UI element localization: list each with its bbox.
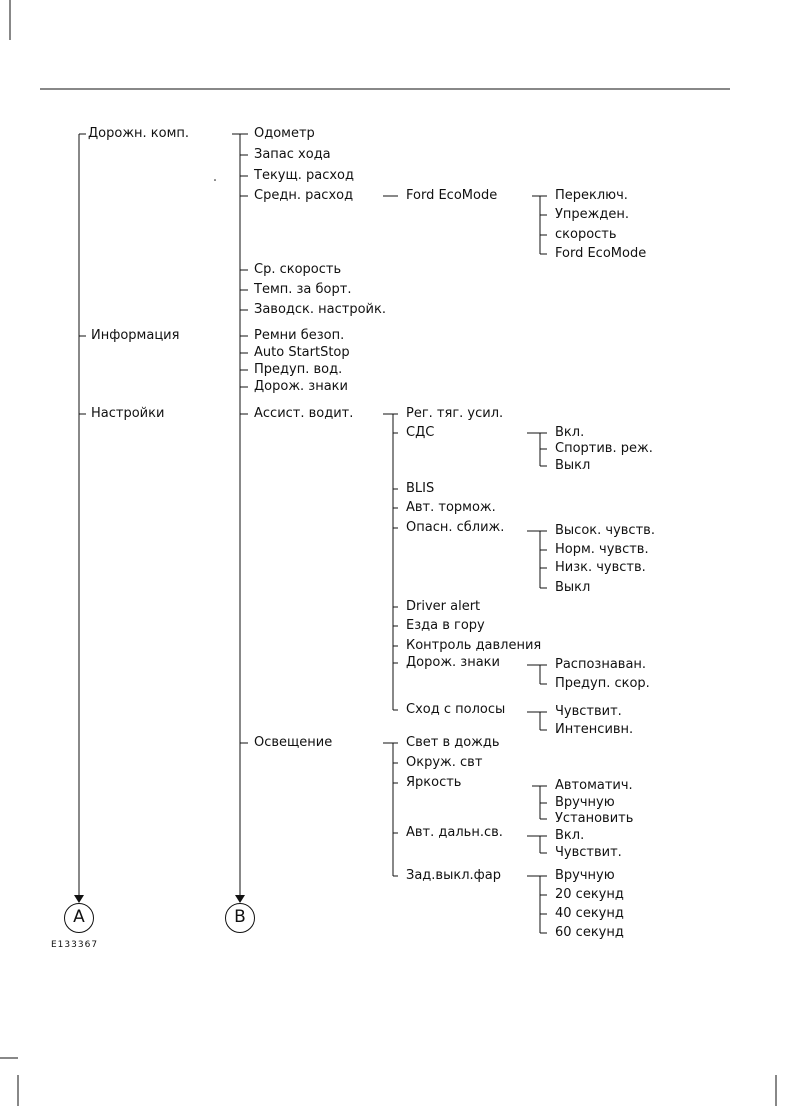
figure-id: E133367: [51, 940, 99, 950]
assist-collision-warning: Опасн. сближ.: [406, 520, 505, 535]
assist-road-signs: Дорож. знаки: [406, 655, 500, 670]
item-ford-ecomode: Ford EcoMode: [406, 188, 498, 203]
item-seat-belts: Ремни безоп.: [254, 328, 345, 343]
item-average-consumption: Средн. расход: [254, 188, 354, 203]
item-range: Запас хода: [254, 147, 331, 162]
assist-blis: BLIS: [406, 481, 435, 496]
assist-esp: СДС: [406, 425, 435, 440]
lighting-ambient: Окруж. свт: [406, 755, 483, 770]
item-factory-settings: Заводск. настройк.: [254, 302, 386, 317]
assist-driver-alert: Driver alert: [406, 599, 481, 614]
brightness-auto: Автоматич.: [555, 778, 633, 793]
brightness-manual: Вручную: [555, 795, 615, 810]
item-current-consumption: Текущ. расход: [254, 168, 354, 183]
lighting-rain-light: Свет в дождь: [406, 735, 500, 750]
assist-traction-control: Рег. тяг. усил.: [406, 406, 504, 421]
signs-recognition: Распознаван.: [555, 657, 647, 672]
item-driver-assist: Ассист. водит.: [254, 406, 354, 421]
arrowhead-b: [235, 895, 245, 903]
lane-sensitivity: Чувствит.: [555, 704, 622, 719]
item-average-speed: Ср. скорость: [254, 262, 342, 277]
ecomode-speed: скорость: [555, 227, 617, 242]
connector-a: A: [64, 903, 94, 933]
lighting-brightness: Яркость: [406, 775, 462, 790]
esp-sport-mode: Спортив. реж.: [555, 441, 653, 456]
menu-settings: Настройки: [91, 406, 165, 421]
menu-trip-computer: Дорожн. комп.: [88, 126, 190, 141]
connector-b: B: [225, 903, 255, 933]
collision-off: Выкл: [555, 580, 591, 595]
assist-lane-keeping: Сход с полосы: [406, 702, 506, 717]
assist-tyre-pressure: Контроль давления: [406, 638, 542, 653]
highbeam-sensitivity: Чувствит.: [555, 845, 622, 860]
lighting-headlamp-delay: Зад.выкл.фар: [406, 868, 501, 883]
lane-intensity: Интенсивн.: [555, 722, 634, 737]
item-odometer: Одометр: [254, 126, 315, 141]
menu-information: Информация: [91, 328, 180, 343]
delay-40s: 40 секунд: [555, 906, 624, 921]
esp-off: Выкл: [555, 458, 591, 473]
item-road-signs: Дорож. знаки: [254, 379, 348, 394]
collision-low: Низк. чувств.: [555, 560, 646, 575]
item-lighting: Освещение: [254, 735, 333, 750]
collision-normal: Норм. чувств.: [555, 542, 649, 557]
item-driver-warning: Предуп. вод.: [254, 362, 343, 377]
assist-auto-brake: Авт. тормож.: [406, 500, 496, 515]
esp-on: Вкл.: [555, 425, 585, 440]
delay-manual: Вручную: [555, 868, 615, 883]
delay-60s: 60 секунд: [555, 925, 624, 940]
signs-speed-warning: Предуп. скор.: [555, 676, 650, 691]
ecomode-summary: Ford EcoMode: [555, 246, 647, 261]
lighting-auto-high-beam: Авт. дальн.св.: [406, 825, 503, 840]
ecomode-anticipation: Упрежден.: [555, 207, 630, 222]
assist-hill-start: Езда в гору: [406, 618, 485, 633]
collision-high: Высок. чувств.: [555, 523, 655, 538]
highbeam-on: Вкл.: [555, 828, 585, 843]
item-auto-startstop: Auto StartStop: [254, 345, 350, 360]
brightness-set: Установить: [555, 811, 634, 826]
arrowhead-a: [74, 895, 84, 903]
delay-20s: 20 секунд: [555, 887, 624, 902]
item-outside-temp: Темп. за борт.: [254, 282, 352, 297]
ecomode-shift: Переключ.: [555, 188, 628, 203]
